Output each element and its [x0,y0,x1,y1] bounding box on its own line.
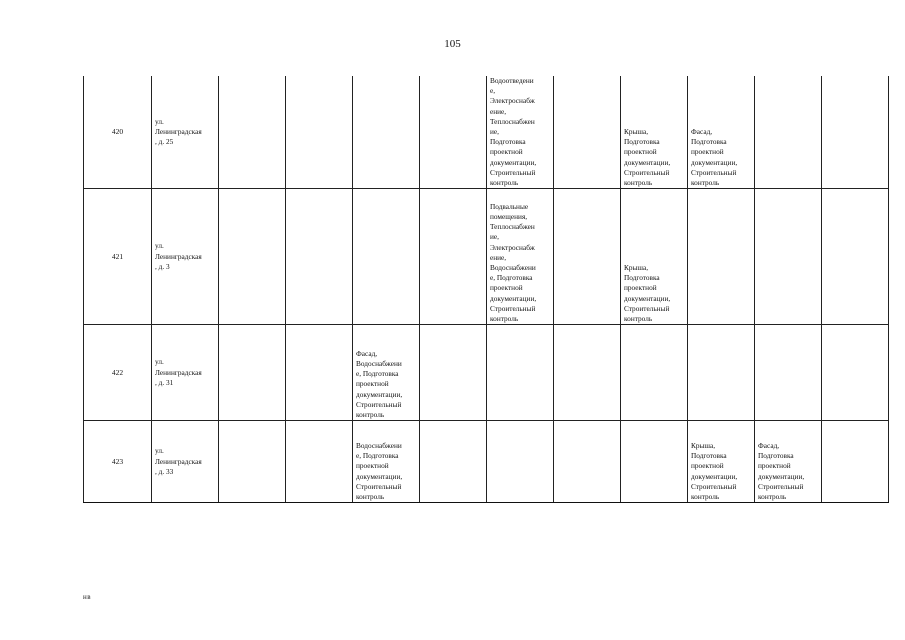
work-cell [219,189,286,325]
address-cell: ул. Ленинградская , д. 31 [152,325,219,421]
work-cell [286,421,353,503]
table-row [84,189,889,325]
table-row [84,421,889,503]
work-cell [487,325,554,421]
work-cell [822,421,889,503]
work-cell [420,325,487,421]
work-cell [621,421,688,503]
work-cell: Водоотведени е, Электроснабж ение, Теплоснабжен ие, Подготовка проектной документации, Строительный контроль [487,76,554,189]
work-cell [822,76,889,189]
row-number: 421 [84,189,152,325]
work-cell: Крыша, Подготовка проектной документации, Строительный контроль [621,189,688,325]
footer-mark: нв [83,593,92,601]
work-cell [554,325,621,421]
table-row [84,76,889,189]
work-cell [420,189,487,325]
row-number: 422 [84,325,152,421]
work-cell: Фасад, Водоснабжени е, Подготовка проектной документации, Строительный контроль [353,325,420,421]
work-cell [755,325,822,421]
work-cell [621,325,688,421]
work-cell [554,76,621,189]
work-cell [822,325,889,421]
work-cell [755,76,822,189]
work-cell: Фасад, Подготовка проектной документации, Строительный контроль [688,76,755,189]
row-number: 423 [84,421,152,503]
work-cell [487,421,554,503]
address-cell: ул. Ленинградская , д. 25 [152,76,219,189]
work-cell [353,76,420,189]
address-cell: ул. Ленинградская , д. 3 [152,189,219,325]
work-cell [286,325,353,421]
work-cell [688,189,755,325]
work-cell: Водоснабжени е, Подготовка проектной документации, Строительный контроль [353,421,420,503]
work-cell [219,76,286,189]
work-cell: Подвальные помещения, Теплоснабжен ие, Электроснабж ение, Водоснабжени е, Подготовка проектной документации, Строительный контроль [487,189,554,325]
work-cell [420,421,487,503]
work-cell [688,325,755,421]
address-cell: ул. Ленинградская , д. 33 [152,421,219,503]
repair-schedule-table [83,76,889,503]
work-cell [420,76,487,189]
work-cell [219,325,286,421]
table-row [84,325,889,421]
work-cell: Крыша, Подготовка проектной документации, Строительный контроль [688,421,755,503]
work-cell [286,76,353,189]
work-cell: Крыша, Подготовка проектной документации, Строительный контроль [621,76,688,189]
work-cell [554,189,621,325]
work-cell [286,189,353,325]
work-cell: Фасад, Подготовка проектной документации, Строительный контроль [755,421,822,503]
page-number: 105 [444,38,461,50]
work-cell [554,421,621,503]
work-cell [822,189,889,325]
work-cell [755,189,822,325]
row-number: 420 [84,76,152,189]
work-cell [353,189,420,325]
work-cell [219,421,286,503]
